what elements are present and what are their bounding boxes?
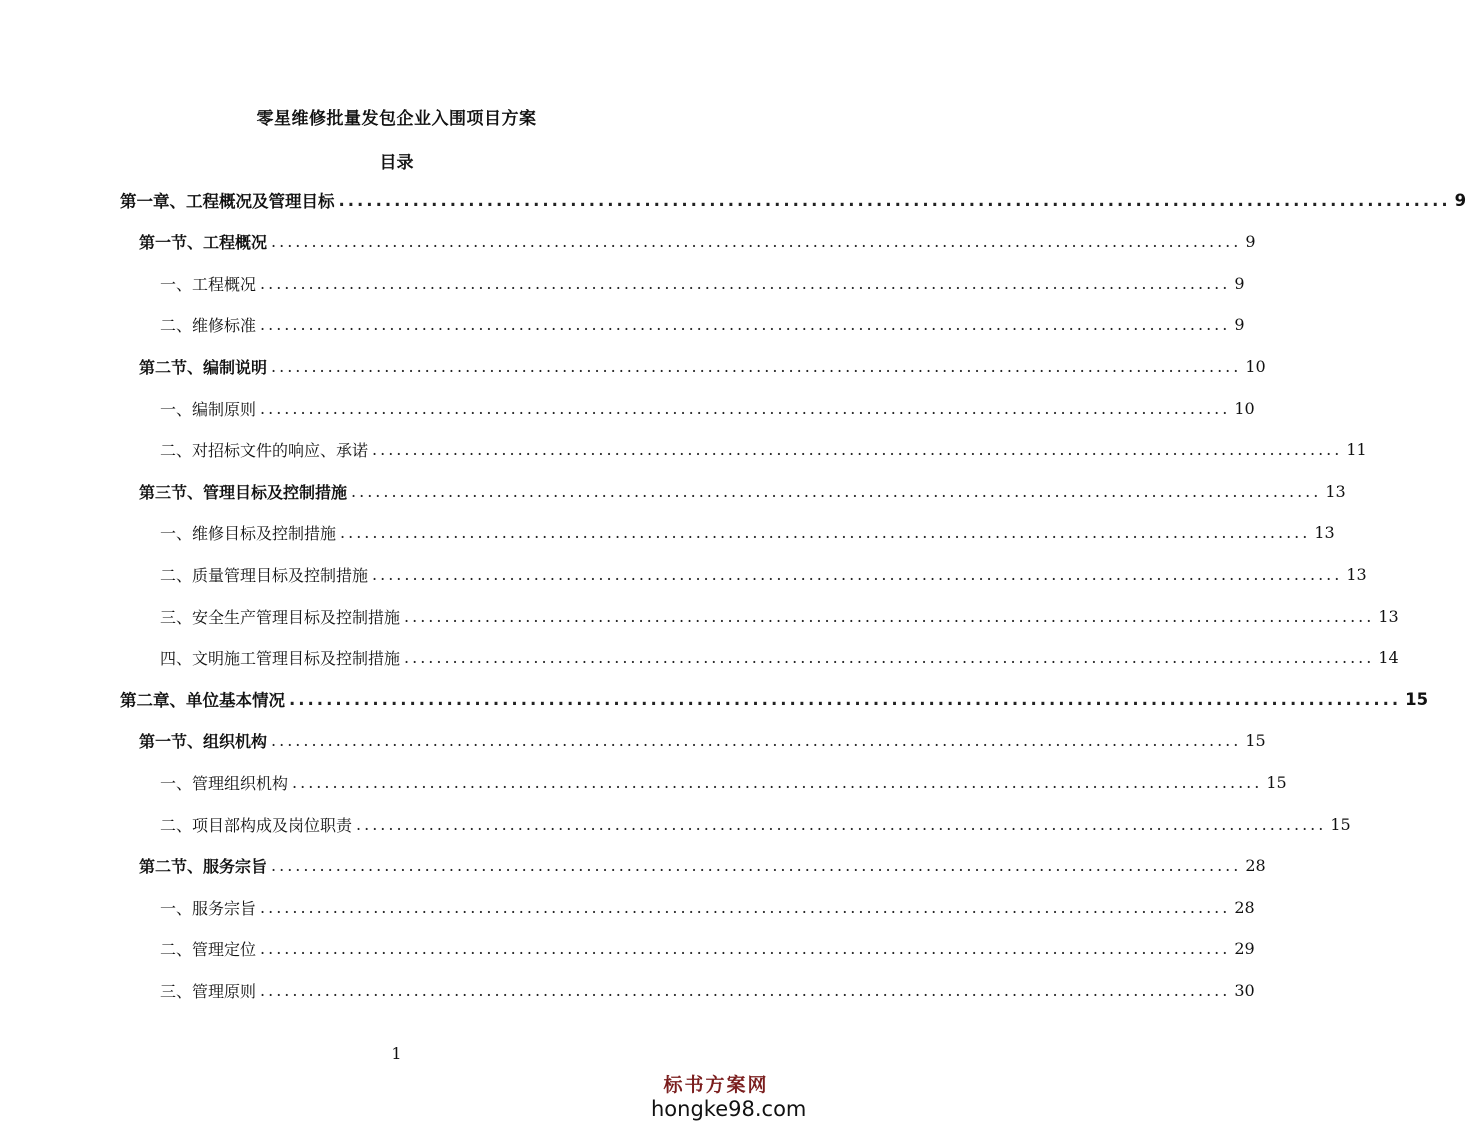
toc-dot-leader: ........................................................................................................................ <box>404 606 1375 626</box>
toc-entry-level-1[interactable] <box>120 186 1466 214</box>
toc-entry-page: 13 <box>1378 606 1399 626</box>
toc-entry-page: 10 <box>1245 356 1266 376</box>
toc-entry-label: 一、工程概况 <box>160 274 257 294</box>
toc-entry-page: 15 <box>1405 689 1429 709</box>
toc-dot-leader: ........................................................................................................................ <box>260 273 1231 293</box>
toc-entry-level-3[interactable] <box>160 893 1255 921</box>
toc-entry-page: 10 <box>1234 398 1255 418</box>
toc-entry-level-3[interactable] <box>160 436 1367 464</box>
toc-entry-level-2[interactable] <box>139 727 1266 755</box>
toc-dot-leader: ........................................................................................................................ <box>372 564 1343 584</box>
toc-entry-label: 第一章、工程概况及管理目标 <box>120 192 335 211</box>
toc-entry-level-3[interactable] <box>160 810 1351 838</box>
toc-dot-leader: ........................................................................................................................ <box>351 481 1322 501</box>
toc-entry-page: 13 <box>1314 523 1335 543</box>
toc-dot-leader: ........................................................................................................................ <box>372 440 1343 460</box>
toc-entry-label: 二、质量管理目标及控制措施 <box>160 565 369 585</box>
toc-entry-level-3[interactable] <box>160 394 1255 422</box>
toc-entry-page: 9 <box>1234 273 1245 293</box>
toc-heading: 目录 <box>379 153 414 173</box>
toc-entry-page: 11 <box>1346 440 1367 460</box>
toc-dot-leader: ........................................................................................................................ <box>338 190 1451 210</box>
toc-entry-level-3[interactable] <box>160 768 1287 796</box>
toc-dot-leader: ........................................................................................................................ <box>260 897 1231 917</box>
watermark-url: hongke98.com <box>651 1097 807 1121</box>
toc-dot-leader: ........................................................................................................................ <box>289 689 1402 709</box>
toc-entry-level-3[interactable] <box>160 269 1245 297</box>
toc-dot-leader: ........................................................................................................................ <box>271 856 1242 876</box>
page-number: 1 <box>391 1044 402 1063</box>
toc-entry-page: 15 <box>1245 731 1266 751</box>
toc-dot-leader: ........................................................................................................................ <box>356 814 1327 834</box>
toc-entry-level-3[interactable] <box>160 644 1399 672</box>
toc-entry-page: 13 <box>1346 564 1367 584</box>
toc-dot-leader: ........................................................................................................................ <box>260 398 1231 418</box>
toc-entry-label: 四、文明施工管理目标及控制措施 <box>160 649 401 669</box>
toc-entry-label: 第二节、服务宗旨 <box>139 857 268 877</box>
toc-entry-page: 13 <box>1325 481 1346 501</box>
toc-entry-page: 9 <box>1234 315 1245 335</box>
toc-entry-page: 9 <box>1245 232 1256 252</box>
toc-dot-leader: ........................................................................................................................ <box>260 939 1231 959</box>
toc-entry-label: 二、对招标文件的响应、承诺 <box>160 441 369 461</box>
toc-dot-leader: ........................................................................................................................ <box>271 232 1242 252</box>
toc-entry-label: 第二章、单位基本情况 <box>120 691 285 711</box>
toc-entry-label: 三、管理原则 <box>160 981 257 1001</box>
toc-dot-leader: ........................................................................................................................ <box>404 648 1375 668</box>
watermark-logo <box>651 1070 807 1121</box>
toc-dot-leader: ........................................................................................................................ <box>260 315 1231 335</box>
toc-entry-page: 28 <box>1234 897 1255 917</box>
toc-entry-level-2[interactable] <box>139 477 1346 505</box>
toc-entry-page: 15 <box>1266 772 1287 792</box>
toc-entry-level-2[interactable] <box>139 352 1266 380</box>
toc-entry-label: 二、项目部构成及岗位职责 <box>160 815 353 835</box>
toc-dot-leader: ........................................................................................................................ <box>340 523 1311 543</box>
toc-entry-page: 28 <box>1245 856 1266 876</box>
toc-entry-label: 一、编制原则 <box>160 399 257 419</box>
toc-entry-level-2[interactable] <box>139 852 1266 880</box>
toc-entry-level-1[interactable] <box>120 685 1429 713</box>
document-title: 零星维修批量发包企业入围项目方案 <box>256 109 537 129</box>
toc-entry-page: 30 <box>1234 980 1255 1000</box>
toc-entry-level-3[interactable] <box>160 519 1335 547</box>
toc-entry-label: 第三节、管理目标及控制措施 <box>139 482 348 502</box>
toc-entry-label: 一、维修目标及控制措施 <box>160 524 337 544</box>
toc-entry-label: 一、管理组织机构 <box>160 773 289 793</box>
toc-entry-label: 三、安全生产管理目标及控制措施 <box>160 607 401 627</box>
toc-entry-label: 第一节、工程概况 <box>139 233 268 253</box>
toc-entry-label: 第二节、编制说明 <box>139 357 268 377</box>
toc-entry-label: 一、服务宗旨 <box>160 898 257 918</box>
watermark-name: 标书方案网 <box>663 1074 769 1096</box>
toc-dot-leader: ........................................................................................................................ <box>260 980 1231 1000</box>
toc-entry-page: 29 <box>1234 939 1255 959</box>
toc-entry-level-3[interactable] <box>160 602 1399 630</box>
toc-dot-leader: ........................................................................................................................ <box>271 356 1242 376</box>
toc-entry-label: 二、维修标准 <box>160 316 257 336</box>
toc-entry-page: 14 <box>1378 648 1399 668</box>
toc-entry-level-2[interactable] <box>139 228 1256 256</box>
toc-entry-page: 9 <box>1454 190 1466 210</box>
toc-dot-leader: ........................................................................................................................ <box>292 772 1263 792</box>
toc-entry-label: 二、管理定位 <box>160 940 257 960</box>
toc-dot-leader: ........................................................................................................................ <box>271 731 1242 751</box>
toc-entry-level-3[interactable] <box>160 935 1255 963</box>
toc-entry-page: 15 <box>1330 814 1351 834</box>
toc-entry-level-3[interactable] <box>160 976 1255 1004</box>
toc-entry-label: 第一节、组织机构 <box>139 732 268 752</box>
toc-entry-level-3[interactable] <box>160 560 1367 588</box>
toc-entry-level-3[interactable] <box>160 311 1245 339</box>
